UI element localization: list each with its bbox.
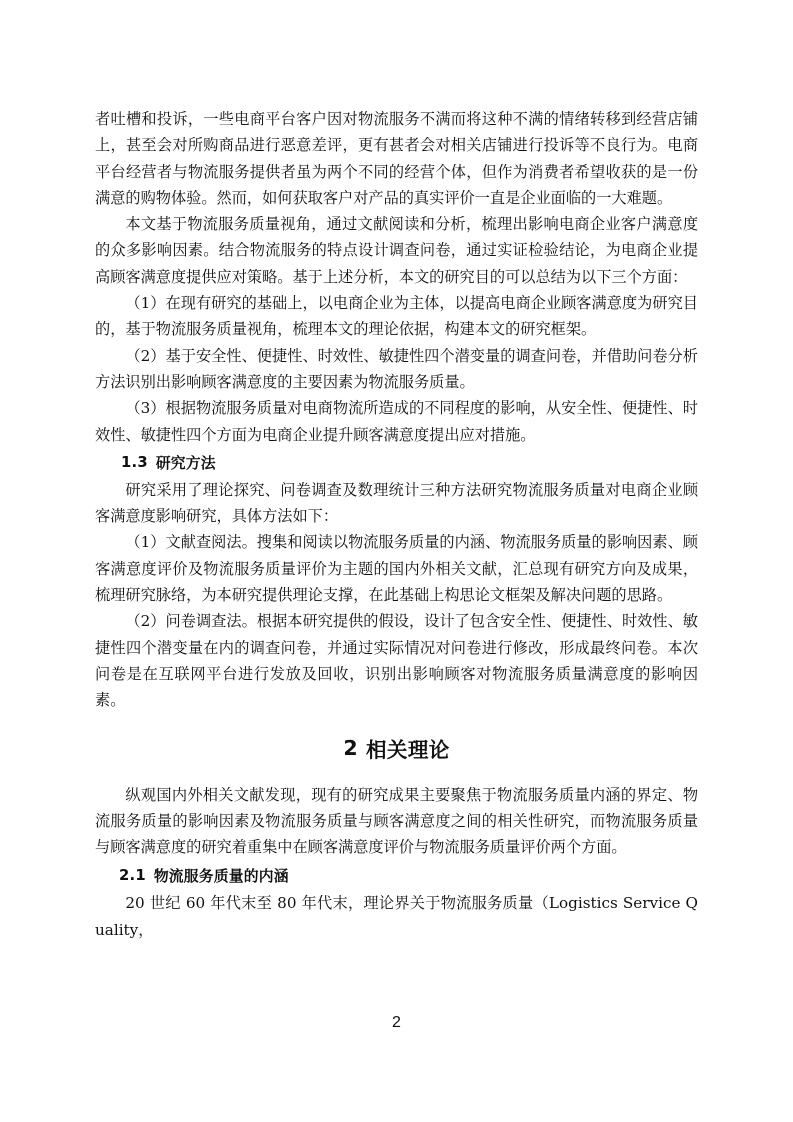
section-heading-2-1: [95, 861, 698, 890]
section-title: 物流服务质量的内涵: [153, 868, 289, 886]
methods-intro: 研究采用了理论探究、问卷调查及数理统计三种方法研究物流服务质量对电商企业顾客满意度影响研究，具体方法如下：: [95, 480, 698, 526]
page-number: 2: [392, 1014, 401, 1031]
chapter-heading-2: [95, 714, 698, 782]
section-number: 2.1: [119, 867, 146, 885]
paragraph-continued: 者吐槽和投诉，一些电商平台客户因对物流服务不满而将这种不满的情绪转移到经营店铺上，甚至会对所购商品进行恶意差评，更有甚者会对相关店铺进行投诉等不良行为。电商平台经营者与物流服务提供者虽为两个不同的经营个体，但作为消费者希望收获的是一份满意的购物体验。然而，如何获取客户对产品的真实评价一直是企业面临的一大难题。: [95, 110, 698, 207]
objective-1: （1）在现有研究的基础上，以电商企业为主体，以提高电商企业顾客满意度为研究目的，基于物流服务质量视角，梳理本文的理论依据，构建本文的研究框架。: [95, 294, 698, 339]
document-page: [95, 106, 698, 943]
section-heading-1-3: [95, 448, 698, 477]
objective-2: （2）基于安全性、便捷性、时效性、敏捷性四个潜变量的调查问卷，并借助问卷分析方法识别出影响顾客满意度的主要因素为物流服务质量。: [95, 346, 698, 391]
method-literature-review: （1）文献查阅法。搜集和阅读以物流服务质量的内涵、物流服务质量的影响因素、顾客满意度评价及物流服务质量评价为主题的国内外相关文献，汇总现有研究方向及成果，梳理研究脉络，为本研究提供理论支撑，在此基础上构思论文框架及解决问题的思路。: [95, 533, 698, 605]
chapter-title: 相关理论: [366, 737, 450, 762]
method-questionnaire: （2）问卷调查法。根据本研究提供的假设，设计了包含安全性、便捷性、时效性、敏捷性四个潜变量在内的调查问卷，并通过实际情况对问卷进行修改，形成最终问卷。本次问卷是在互联网平台进行发放及回收，识别出影响顾客对物流服务质量满意度的影响因素。: [95, 612, 698, 710]
paragraph-research-purpose: 本文基于物流服务质量视角，通过文献阅读和分析，梳理出影响电商企业客户满意度的众多影响因素。结合物流服务的特点设计调查问卷，通过实证检验结论，为电商企业提高顾客满意度提供应对策略。基于上述分析，本文的研究目的可以总结为以下三个方面：: [95, 215, 698, 286]
objective-3: （3）根据物流服务质量对电商物流所造成的不同程度的影响，从安全性、便捷性、时效性、敏捷性四个方面为电商企业提升顾客满意度提出应对措施。: [95, 399, 698, 444]
section-title: 研究方法: [155, 454, 216, 472]
chapter-intro: 纵观国内外相关文献发现，现有的研究成果主要聚焦于物流服务质量内涵的界定、物流服务质量的影响因素及物流服务质量与顾客满意度之间的相关性研究，而物流服务质量与顾客满意度的研究着重集中在顾客满意度评价与物流服务质量评价两个方面。: [95, 785, 698, 857]
section-number: 1.3: [121, 453, 148, 471]
section-2-1-text: 20 世纪 60 年代末至 80 年代末，理论界关于物流服务质量（Logistics Service Quality，: [95, 894, 698, 939]
chapter-number: 2: [343, 735, 359, 760]
